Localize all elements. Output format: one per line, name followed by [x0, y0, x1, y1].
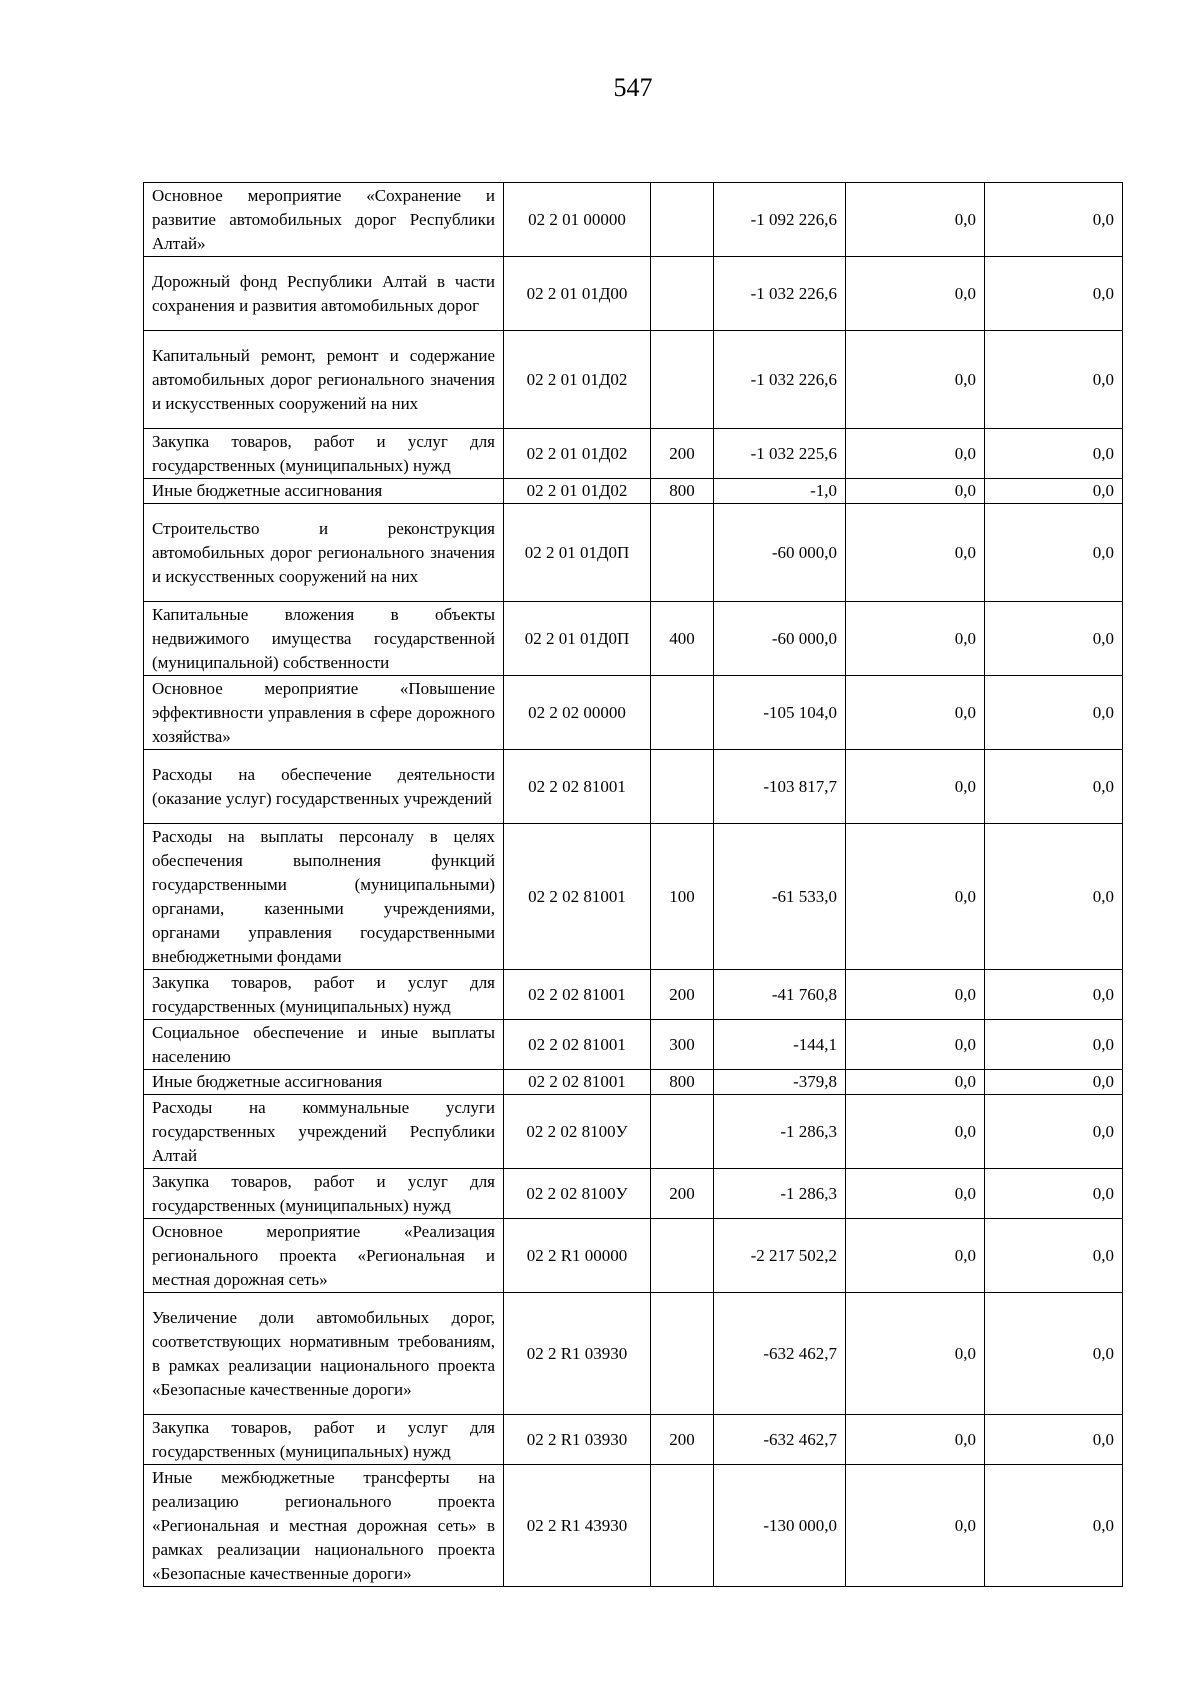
row-amount-year-2: 0,0: [846, 479, 985, 504]
row-amount-year-3: 0,0: [985, 331, 1123, 429]
row-amount-year-1: -1 032 226,6: [714, 257, 846, 331]
row-amount-year-1: -2 217 502,2: [714, 1219, 846, 1293]
table-row: [144, 1020, 1123, 1070]
row-amount-year-1: -632 462,7: [714, 1415, 846, 1465]
table-row: [144, 602, 1123, 676]
budget-table: [143, 182, 1123, 1587]
table-row: [144, 479, 1123, 504]
row-target-code: 02 2 01 01Д0П: [504, 504, 651, 602]
row-amount-year-3: 0,0: [985, 504, 1123, 602]
row-amount-year-2: 0,0: [846, 602, 985, 676]
row-target-code: 02 2 02 8100У: [504, 1169, 651, 1219]
table-row: [144, 1465, 1123, 1587]
row-amount-year-1: -1 286,3: [714, 1169, 846, 1219]
row-description: Основное мероприятие «Сохранение и развитие автомобильных дорог Республики Алтай»: [144, 183, 504, 257]
row-amount-year-3: 0,0: [985, 1219, 1123, 1293]
row-description: Иные бюджетные ассигнования: [144, 1070, 504, 1095]
table-row: [144, 257, 1123, 331]
row-amount-year-1: -1 286,3: [714, 1095, 846, 1169]
row-description: Социальное обеспечение и иные выплаты населению: [144, 1020, 504, 1070]
table-row: [144, 1169, 1123, 1219]
row-amount-year-2: 0,0: [846, 331, 985, 429]
row-amount-year-2: 0,0: [846, 1293, 985, 1415]
row-amount-year-3: 0,0: [985, 183, 1123, 257]
row-target-code: 02 2 01 01Д0П: [504, 602, 651, 676]
row-amount-year-3: 0,0: [985, 970, 1123, 1020]
row-expense-type: [651, 750, 714, 824]
row-amount-year-3: 0,0: [985, 1020, 1123, 1070]
table-row: [144, 1219, 1123, 1293]
row-amount-year-2: 0,0: [846, 970, 985, 1020]
row-amount-year-3: 0,0: [985, 676, 1123, 750]
row-amount-year-3: 0,0: [985, 1415, 1123, 1465]
row-amount-year-3: 0,0: [985, 429, 1123, 479]
table-row: [144, 1095, 1123, 1169]
row-amount-year-2: 0,0: [846, 1095, 985, 1169]
row-description: Капитальный ремонт, ремонт и содержание автомобильных дорог регионального значения и искусственных сооружений на них: [144, 331, 504, 429]
row-description: Закупка товаров, работ и услуг для государственных (муниципальных) нужд: [144, 429, 504, 479]
row-amount-year-1: -105 104,0: [714, 676, 846, 750]
row-description: Иные межбюджетные трансферты на реализацию регионального проекта «Региональная и местная дорожная сеть» в рамках реализации национального проекта «Безопасные качественные дороги»: [144, 1465, 504, 1587]
row-amount-year-1: -632 462,7: [714, 1293, 846, 1415]
table-row: [144, 1415, 1123, 1465]
table-row: [144, 1293, 1123, 1415]
row-amount-year-1: -60 000,0: [714, 504, 846, 602]
row-target-code: 02 2 R1 43930: [504, 1465, 651, 1587]
row-amount-year-3: 0,0: [985, 1293, 1123, 1415]
row-amount-year-1: -61 533,0: [714, 824, 846, 970]
row-description: Строительство и реконструкция автомобильных дорог регионального значения и искусственных сооружений на них: [144, 504, 504, 602]
row-amount-year-3: 0,0: [985, 479, 1123, 504]
row-amount-year-2: 0,0: [846, 1415, 985, 1465]
row-expense-type: [651, 331, 714, 429]
row-expense-type: [651, 257, 714, 331]
row-amount-year-3: 0,0: [985, 1070, 1123, 1095]
row-target-code: 02 2 02 00000: [504, 676, 651, 750]
row-amount-year-1: -1 032 225,6: [714, 429, 846, 479]
row-expense-type: 200: [651, 1169, 714, 1219]
row-description: Основное мероприятие «Повышение эффективности управления в сфере дорожного хозяйства»: [144, 676, 504, 750]
row-amount-year-2: 0,0: [846, 183, 985, 257]
table-row: [144, 970, 1123, 1020]
row-amount-year-2: 0,0: [846, 824, 985, 970]
table-row: [144, 331, 1123, 429]
row-target-code: 02 2 02 81001: [504, 1070, 651, 1095]
row-amount-year-3: 0,0: [985, 1465, 1123, 1587]
row-amount-year-2: 0,0: [846, 1219, 985, 1293]
row-amount-year-2: 0,0: [846, 1070, 985, 1095]
row-target-code: 02 2 R1 00000: [504, 1219, 651, 1293]
row-expense-type: [651, 1219, 714, 1293]
row-target-code: 02 2 R1 03930: [504, 1415, 651, 1465]
row-amount-year-3: 0,0: [985, 750, 1123, 824]
row-description: Закупка товаров, работ и услуг для государственных (муниципальных) нужд: [144, 1415, 504, 1465]
row-amount-year-1: -1,0: [714, 479, 846, 504]
row-amount-year-2: 0,0: [846, 1169, 985, 1219]
table-row: [144, 429, 1123, 479]
row-amount-year-3: 0,0: [985, 824, 1123, 970]
row-target-code: 02 2 01 01Д02: [504, 479, 651, 504]
row-target-code: 02 2 R1 03930: [504, 1293, 651, 1415]
row-description: Основное мероприятие «Реализация регионального проекта «Региональная и местная дорожная сеть»: [144, 1219, 504, 1293]
row-expense-type: [651, 676, 714, 750]
row-expense-type: [651, 504, 714, 602]
row-expense-type: 400: [651, 602, 714, 676]
row-description: Расходы на обеспечение деятельности (оказание услуг) государственных учреждений: [144, 750, 504, 824]
table-row: [144, 824, 1123, 970]
row-description: Иные бюджетные ассигнования: [144, 479, 504, 504]
row-description: Дорожный фонд Республики Алтай в части сохранения и развития автомобильных дорог: [144, 257, 504, 331]
row-target-code: 02 2 02 81001: [504, 750, 651, 824]
row-amount-year-2: 0,0: [846, 429, 985, 479]
row-amount-year-2: 0,0: [846, 676, 985, 750]
row-amount-year-2: 0,0: [846, 1465, 985, 1587]
row-description: Расходы на выплаты персоналу в целях обеспечения выполнения функций государственными (муниципальными) органами, казенными учреждениями, органами управления государственными внебюджетными фондами: [144, 824, 504, 970]
table-row: [144, 504, 1123, 602]
row-target-code: 02 2 02 81001: [504, 970, 651, 1020]
row-expense-type: 800: [651, 479, 714, 504]
row-target-code: 02 2 01 01Д00: [504, 257, 651, 331]
table-row: [144, 750, 1123, 824]
row-amount-year-3: 0,0: [985, 1095, 1123, 1169]
row-amount-year-2: 0,0: [846, 504, 985, 602]
row-amount-year-1: -1 032 226,6: [714, 331, 846, 429]
row-description: Расходы на коммунальные услуги государственных учреждений Республики Алтай: [144, 1095, 504, 1169]
row-expense-type: [651, 183, 714, 257]
row-expense-type: [651, 1293, 714, 1415]
row-amount-year-1: -41 760,8: [714, 970, 846, 1020]
row-description: Закупка товаров, работ и услуг для государственных (муниципальных) нужд: [144, 1169, 504, 1219]
row-amount-year-3: 0,0: [985, 257, 1123, 331]
row-expense-type: [651, 1095, 714, 1169]
row-description: Капитальные вложения в объекты недвижимого имущества государственной (муниципальной) собственности: [144, 602, 504, 676]
row-target-code: 02 2 01 01Д02: [504, 331, 651, 429]
row-target-code: 02 2 02 8100У: [504, 1095, 651, 1169]
page-number: 547: [613, 73, 653, 102]
row-expense-type: 200: [651, 970, 714, 1020]
row-amount-year-1: -60 000,0: [714, 602, 846, 676]
row-amount-year-1: -130 000,0: [714, 1465, 846, 1587]
row-amount-year-2: 0,0: [846, 257, 985, 331]
row-expense-type: 200: [651, 1415, 714, 1465]
row-target-code: 02 2 02 81001: [504, 824, 651, 970]
row-amount-year-1: -379,8: [714, 1070, 846, 1095]
row-expense-type: 800: [651, 1070, 714, 1095]
row-expense-type: 100: [651, 824, 714, 970]
row-amount-year-1: -103 817,7: [714, 750, 846, 824]
row-amount-year-2: 0,0: [846, 1020, 985, 1070]
row-target-code: 02 2 01 01Д02: [504, 429, 651, 479]
row-target-code: 02 2 01 00000: [504, 183, 651, 257]
row-amount-year-3: 0,0: [985, 602, 1123, 676]
row-amount-year-1: -144,1: [714, 1020, 846, 1070]
row-amount-year-3: 0,0: [985, 1169, 1123, 1219]
row-expense-type: [651, 1465, 714, 1587]
budget-table-body: [144, 183, 1123, 1587]
row-description: Увеличение доли автомобильных дорог, соответствующих нормативным требованиям, в рамках реализации национального проекта «Безопасные качественные дороги»: [144, 1293, 504, 1415]
table-row: [144, 676, 1123, 750]
row-amount-year-1: -1 092 226,6: [714, 183, 846, 257]
row-amount-year-2: 0,0: [846, 750, 985, 824]
row-description: Закупка товаров, работ и услуг для государственных (муниципальных) нужд: [144, 970, 504, 1020]
table-row: [144, 183, 1123, 257]
row-expense-type: 300: [651, 1020, 714, 1070]
row-target-code: 02 2 02 81001: [504, 1020, 651, 1070]
table-row: [144, 1070, 1123, 1095]
row-expense-type: 200: [651, 429, 714, 479]
